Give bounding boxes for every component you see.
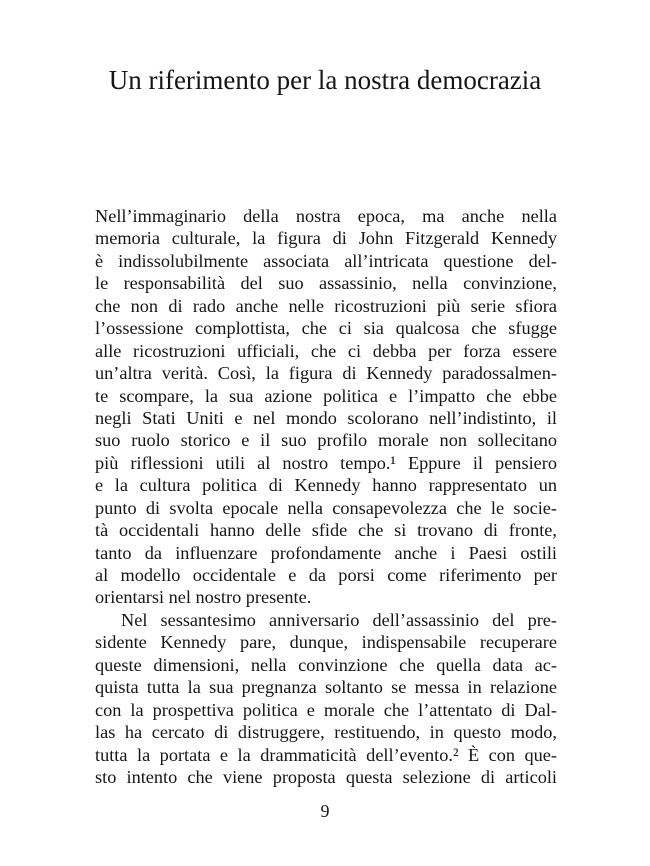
text-line: l’ossessione complottista, che ci sia qualcosa che sfugge <box>95 318 557 339</box>
text-line: negli Stati Uniti e nel mondo scolorano nell’indistinto, il <box>95 407 557 428</box>
text-line: orientarsi nel nostro presente. <box>95 587 312 608</box>
text-line: sto intento che viene proposta questa selezione di articoli <box>95 766 557 787</box>
text-line: e la cultura politica di Kennedy hanno rappresentato un <box>95 475 557 496</box>
chapter-title: Un riferimento per la nostra democrazia <box>108 65 542 95</box>
paragraph-2 <box>95 609 557 789</box>
text-line: che non di rado anche nelle ricostruzioni più serie sfiora <box>95 295 557 316</box>
text-line: punto di svolta epocale nella consapevolezza che le socie- <box>95 497 557 518</box>
text-line: memoria culturale, la figura di John Fitzgerald Kennedy <box>95 228 557 249</box>
text-line: un’altra verità. Così, la figura di Kennedy paradossalmen- <box>95 363 557 384</box>
text-line: tutta la portata e la drammaticità dell’evento.² È con que- <box>95 744 557 765</box>
body-text <box>95 205 557 788</box>
text-line: suo ruolo storico e il suo profilo morale non sollecitano <box>95 430 557 451</box>
text-line: alle ricostruzioni ufficiali, che ci debba per forza essere <box>95 340 557 361</box>
text-line: Nel sessantesimo anniversario dell’assassinio del pre- <box>121 609 557 630</box>
text-line: al modello occidentale e da porsi come riferimento per <box>95 565 557 585</box>
text-line: quista tutta la sua pregnanza soltanto se messa in relazione <box>95 677 557 698</box>
text-line: con la prospettiva politica e morale che l’attentato di Dal- <box>95 699 557 720</box>
text-line: las ha cercato di distruggere, restituendo, in questo modo, <box>95 722 557 743</box>
text-line: tanto da influenzare profondamente anche i Paesi ostili <box>95 542 557 563</box>
page-number: 9 <box>320 801 330 821</box>
text-line: tà occidentali hanno delle sfide che si trovano di fronte, <box>95 520 557 541</box>
text-line: queste dimensioni, nella convinzione che quella data ac- <box>95 654 557 675</box>
text-line: le responsabilità del suo assassinio, nella convinzione, <box>95 273 557 294</box>
text-line: Nell’immaginario della nostra epoca, ma anche nella <box>95 206 557 226</box>
text-line: più riflessioni utili al nostro tempo.¹ Eppure il pensiero <box>95 452 557 473</box>
text-line: è indissolubilmente associata all’intricata questione del- <box>95 250 557 271</box>
text-line: sidente Kennedy pare, dunque, indispensabile recuperare <box>95 632 557 653</box>
paragraph-1 <box>95 205 557 609</box>
text-line: te scompare, la sua azione politica e l’impatto che ebbe <box>95 385 557 406</box>
